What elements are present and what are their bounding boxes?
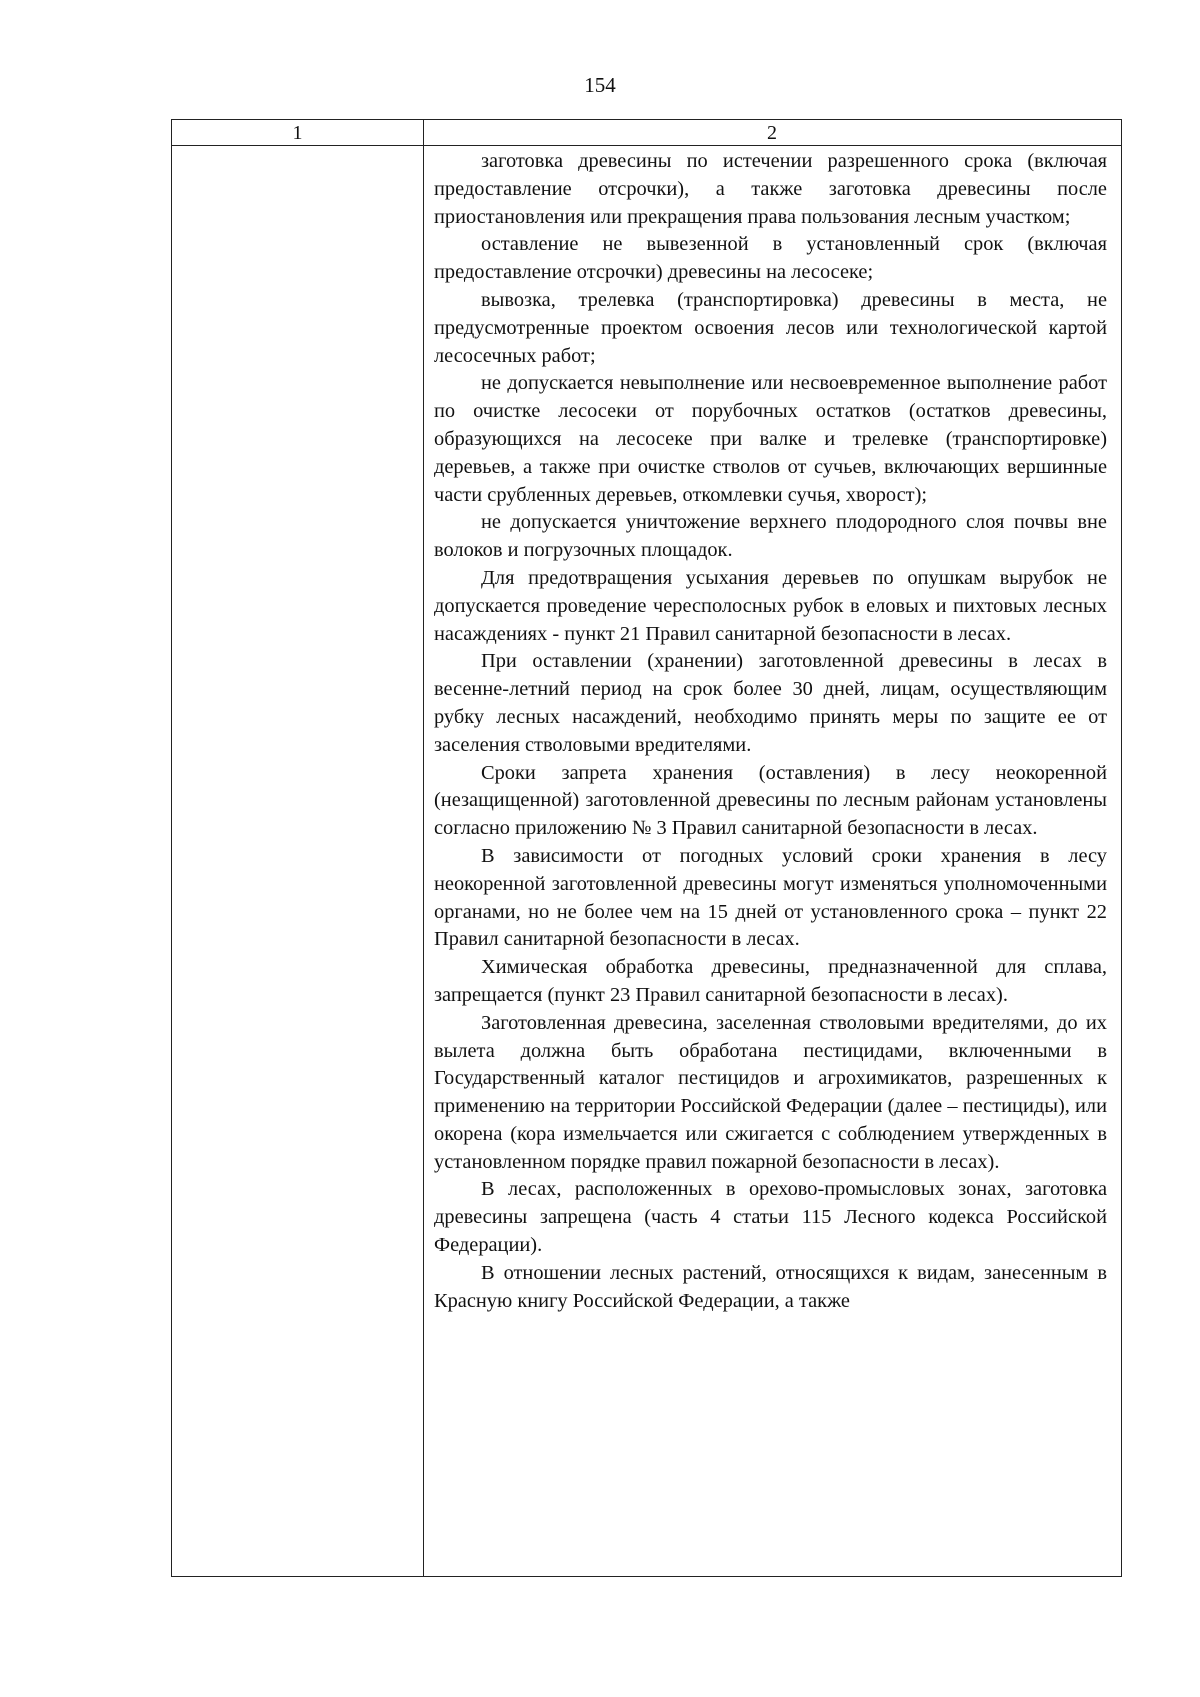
table-header-row xyxy=(172,120,1121,146)
column-divider xyxy=(423,120,424,1576)
paragraph: В лесах, расположенных в орехово-промысловых зонах, заготовка древесины запрещена (часть 4 статьи 115 Лесного кодекса Российской Федерации). xyxy=(434,1178,1107,1257)
paragraph: не допускается уничтожение верхнего плодородного слоя почвы вне волоков и погрузочных площадок. xyxy=(434,511,1107,562)
paragraph: В отношении лесных растений, относящихся к видам, занесенным в Красную книгу Российской Федерации, а также xyxy=(434,1261,1107,1312)
paragraph: Заготовленная древесина, заселенная стволовыми вредителями, до их вылета должна быть обработана пестицидами, включенными в Государственный каталог пестицидов и агрохимикатов, разрешенных к применению на территории Российской Федерации (далее – пестициды), или окорена (кора измельчается или сжигается с соблюдением утвержденных в установленном порядке правил пожарной безопасности в лесах). xyxy=(434,1011,1107,1173)
paragraph: заготовка древесины по истечении разрешенного срока (включая предоставление отсрочки), а также заготовка древесины после приостановления или прекращения права пользования лесным участком; xyxy=(434,150,1107,228)
paragraph: При оставлении (хранении) заготовленной древесины в лесах в весенне-летний период на срок более 30 дней, лицам, осуществляющим рубку лесных насаждений, необходимо принять меры по защите ее от заселения стволовыми вредителями. xyxy=(434,650,1107,756)
column-header-1: 1 xyxy=(292,122,303,144)
paragraph: вывозка, трелевка (транспортировка) древесины в места, не предусмотренные проектом освоения лесов или технологической картой лесосечных работ; xyxy=(434,288,1107,367)
paragraph: Сроки запрета хранения (оставления) в лесу неокоренной (незащищенной) заготовленной древесины по лесным районам установлены согласно приложению № 3 Правил санитарной безопасности в лесах. xyxy=(434,761,1107,840)
document-table xyxy=(171,119,1122,1577)
page-number: 154 xyxy=(584,73,616,97)
paragraph: оставление не вывезенной в установленный срок (включая предоставление отсрочки) древесины на лесосеке; xyxy=(434,233,1107,284)
paragraph: Химическая обработка древесины, предназначенной для сплава, запрещается (пункт 23 Правил санитарной безопасности в лесах). xyxy=(434,956,1107,1006)
paragraph: В зависимости от погодных условий сроки хранения в лесу неокоренной заготовленной древесины могут изменяться уполномоченными органами, но не более чем на 15 дней от установленного срока – пункт 22 Правил санитарной безопасности в лесах. xyxy=(434,844,1107,951)
paragraph: не допускается невыполнение или несвоевременное выполнение работ по очистке лесосеки от порубочных остатков (остатков древесины, образующихся на лесосеке при валке и трелевке (транспортировке) деревьев, а также при очистке стволов от сучьев, включающих вершинные части срубленных деревьев, откомлевки сучья, хворост); xyxy=(434,372,1107,506)
column-header-2: 2 xyxy=(767,122,777,144)
paragraph: Для предотвращения усыхания деревьев по опушкам вырубок не допускается проведение чересполосных рубок в еловых и пихтовых лесных насаждениях - пункт 21 Правил санитарной безопасности в лесах. xyxy=(434,566,1107,645)
right-cell xyxy=(434,148,1107,1315)
